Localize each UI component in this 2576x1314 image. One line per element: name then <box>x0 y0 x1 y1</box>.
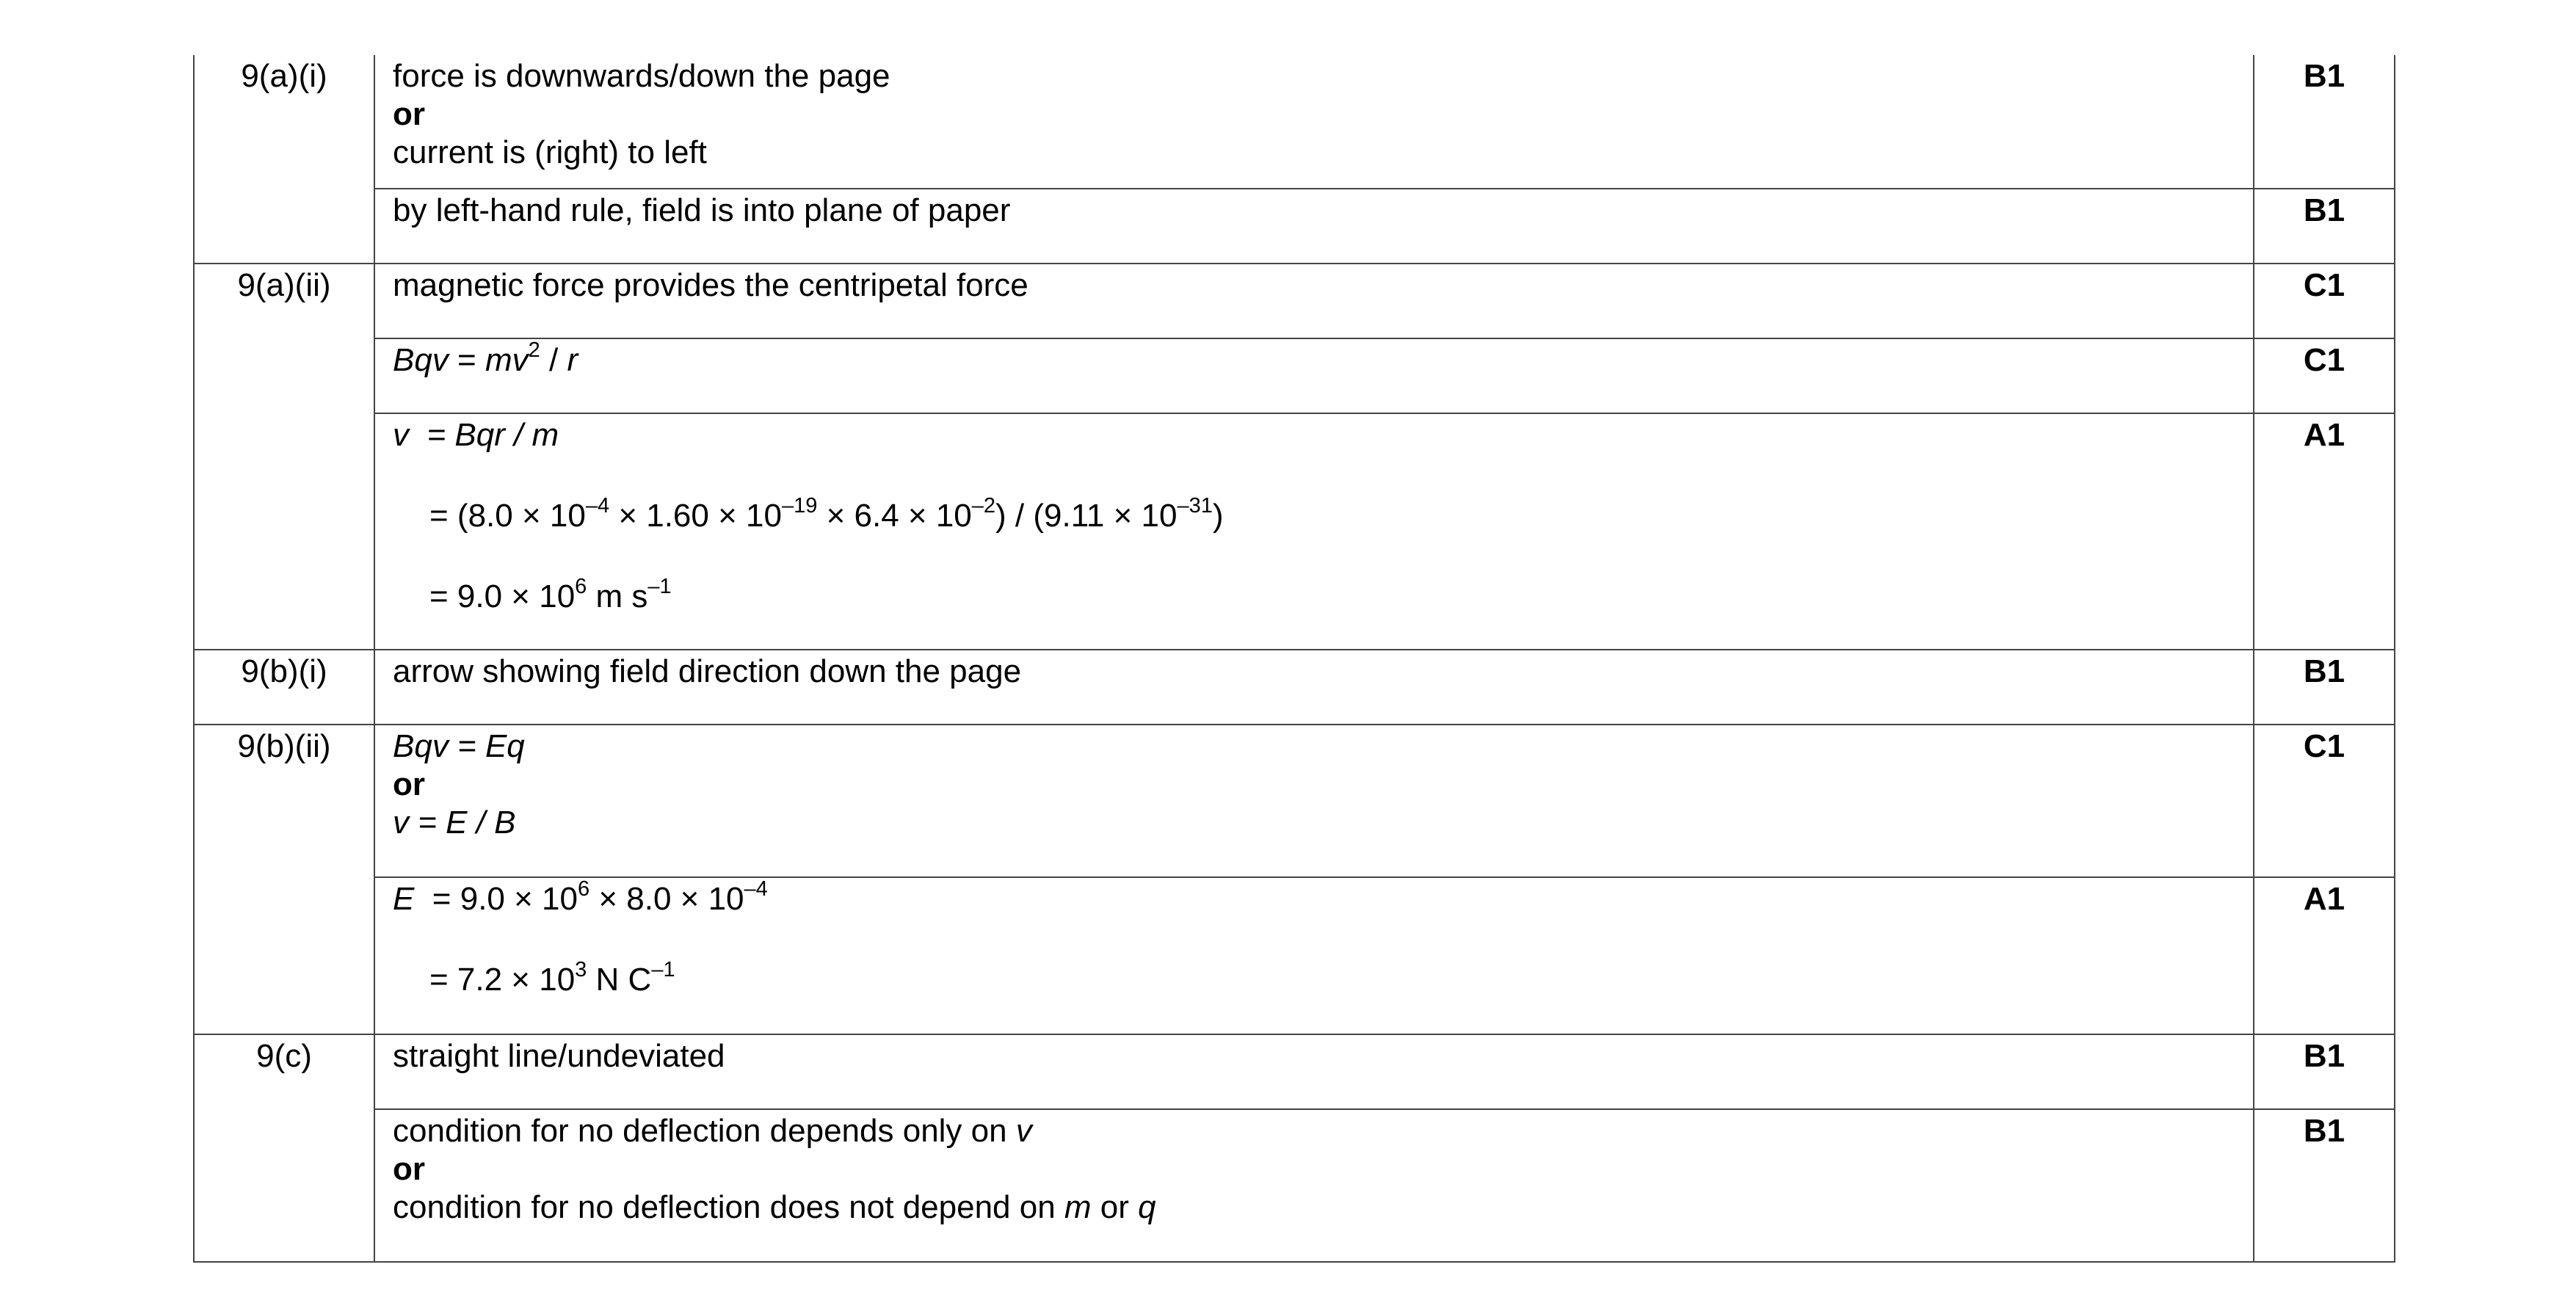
table-row <box>194 55 2395 189</box>
answer-cell: by left-hand rule, field is into plane of paper <box>374 189 2254 264</box>
table-row <box>194 1034 2395 1109</box>
question-number: 9(a)(ii) <box>194 264 374 650</box>
question-number: 9(b)(i) <box>194 650 374 725</box>
table-row <box>194 338 2395 413</box>
table-row <box>194 413 2395 650</box>
answer-cell: magnetic force provides the centripetal force <box>374 264 2254 338</box>
question-number: 9(c) <box>194 1034 374 1262</box>
mark-cell: A1 <box>2254 413 2395 650</box>
table-row <box>194 650 2395 725</box>
mark-cell: C1 <box>2254 264 2395 338</box>
answer-cell: straight line/undeviated <box>374 1034 2254 1109</box>
answer-cell: force is downwards/down the page or current is (right) to left <box>374 55 2254 189</box>
mark-cell: B1 <box>2254 1034 2395 1109</box>
result-line: = $7.2 \times 10^3$ N $C^{-1}$ <box>429 958 675 998</box>
question-number: 9(a)(i) <box>194 55 374 264</box>
mark-cell: B1 <box>2254 189 2395 264</box>
calculation-line: = $(8.0 \times 10^{-4} \times 1.60 \times 10^{-19} \times 6.4 \times 10^{-2}) / (9.11 \times 10^{-31})$ <box>429 494 1224 534</box>
table-row <box>194 189 2395 264</box>
table-row <box>194 1109 2395 1262</box>
mark-cell: C1 <box>2254 338 2395 413</box>
mark-cell: A1 <box>2254 877 2395 1034</box>
answer-cell: Bqv = $mv^2$ / r <box>374 338 2254 413</box>
answer-cell: v = Bqr / m = $(8.0 \times 10^{-4} \times 1.60 \times 10^{-19} \times 6.4 \times 10^{-2}) / (9.11 \times 10^{-31})$ = $9.0 \times 10^6$ m $s^{-1}$ <box>374 413 2254 650</box>
answer-cell: $E = 9.0 \times 10^6 \times 8.0 \times 10^{-4}$ = $7.2 \times 10^3$ N $C^{-1}$ <box>374 877 2254 1034</box>
mark-cell: B1 <box>2254 55 2395 189</box>
table-row <box>194 264 2395 338</box>
table-row <box>194 725 2395 877</box>
mark-cell: B1 <box>2254 1109 2395 1262</box>
result-line: = $9.0 \times 10^6$ m $s^{-1}$ <box>429 575 672 614</box>
mark-scheme-table <box>193 55 2395 1263</box>
table-row <box>194 877 2395 1034</box>
mark-cell: C1 <box>2254 725 2395 877</box>
question-number: 9(b)(ii) <box>194 725 374 1034</box>
answer-cell: Bqv = Eq or v = E / B <box>374 725 2254 877</box>
answer-cell: condition for no deflection depends only on v or condition for no deflection does not depend on m or q <box>374 1109 2254 1262</box>
answer-cell: arrow showing field direction down the page <box>374 650 2254 725</box>
mark-cell: B1 <box>2254 650 2395 725</box>
